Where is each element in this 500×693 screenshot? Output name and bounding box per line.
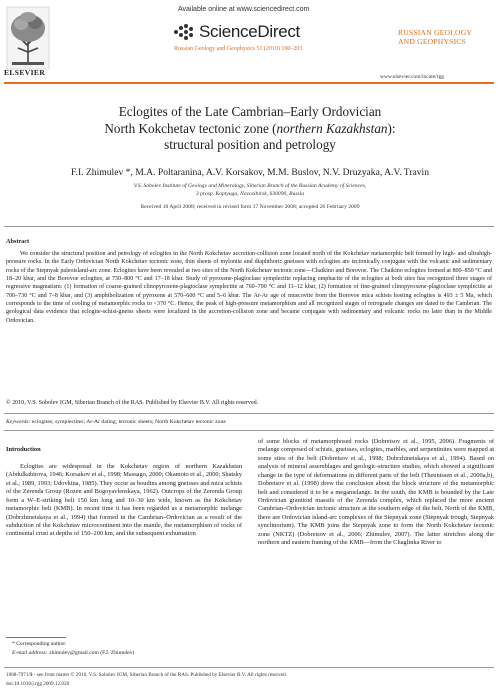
footer-rule (4, 667, 494, 668)
keywords (6, 419, 226, 425)
abstract-heading: Abstract (6, 238, 30, 245)
sciencedirect-logo[interactable] (174, 22, 300, 42)
title-line1: Eclogites of the Late Cambrian–Early Ordovician (118, 104, 382, 119)
footnote-rule (6, 637, 66, 638)
body-column-right: of some blocks of metamorphosed rocks (Dobretsov et al., 1995, 2006). Fragments of melange composed of schists, gneisses, eclogites, marbles, and serpentinites were mapped at some sites of the belt (Dobretsov et al., 1998; Dobrzhinetskaya et al., 1994). Based on analysis of mineral assemblages and geologic-structure studies, which showed a significant change in the type of deformations in different parts of the belt (Theunissen et al., 2000a,b), Dobretsov et al. (1998) drew the conclusion about the block structure of the metamorphic belt and considered it to be a megamelange. In the south, the KMB is bounded by the Late Ordovician granitoid massifs of the Zerenda complex, which replaced the more ancient Cambrian–Ordovician tectonic structure at the southern edge of the belt. North of the KMB, there are Ordovician island-arc complexes of the Stepnyak zone (Stepnyak trough, Stepnyak synclinorium). The KMB joins the Stepnyak zone to form the North Kokchetav tectonic zone (NKTZ) (Dobretsov et al., 2006; Zhimulev, 2007). The latter stretches along the northern and eastern framing of the KMB—from the Chaglinka River to (258, 438, 494, 547)
abstract-top-rule (4, 226, 494, 227)
journal-title-line2: AND GEOPHYSICS (398, 37, 466, 46)
sciencedirect-dots-icon (174, 24, 196, 40)
received-dates: Received 10 April 2008; received in revised form 17 November 2008; accepted 26 February 2009 (140, 204, 360, 210)
article-title (60, 104, 440, 154)
email-value[interactable]: zhimulev@gmail.com (F.I. Zhimulev) (47, 650, 135, 656)
journal-title (398, 28, 490, 46)
doi-link[interactable]: doi:10.1016/j.rgg.2009.12.020 (6, 681, 70, 687)
header-divider (4, 82, 494, 84)
title-line2 (60, 121, 440, 138)
journal-url-link[interactable]: www.elsevier.com/locate/rgg (380, 74, 444, 80)
affiliation-line2: 3 prosp. Koptyuga, Novosibirsk, 630090, Russia (195, 191, 305, 197)
journal-title-line1: RUSSIAN GEOLOGY (398, 28, 473, 37)
journal-citation: Russian Geology and Geophysics 51 (2010) 190–203 (174, 46, 303, 52)
body-column-left: Eclogites are widespread in the Kokchetav region of northern Kazakhstan (Abdulkabirova, 1946; Korsakov et al., 1998; Massago, 2000; Okamoto et al., 2000; Shatsky et al., 1989, 1993; Udovkina, 1985). They occur as boudins among gneisses and mica schists of the Zerenda Group (Rozen and Bogoyavlenskaya, 1962). Outcrops of the Zerenda Group form a W–E-striking belt 150 km long and 10–30 km wide, known as the Kokchetav metamorphic belt (KMB). In recent time it has been regarded as a metamorphic melange (Dobrzhinetskaya et al., 1994) that formed in the Cambrian–Ordovician as a result of the subduction of the Kokchetav microcontinent into the mantle, the metamorphism of rocks of continental crust at depths of 150–200 km, and the subsequent exhumation (6, 463, 242, 538)
title-line2-b: ): (387, 120, 396, 136)
keywords-top-rule (4, 413, 494, 414)
available-online-text: Available online at www.sciencedirect.com (178, 6, 310, 13)
email-label: E-mail address: (12, 650, 48, 656)
abstract-text: We consider the structural position and petrology of eclogites in the North Kokchetav accretion-collision zone located north of the Kokchetav metamorphic belt formed by high- and ultrahigh-pressure rocks. In the Early Ordovician North Kokchetav tectonic zone, thin sheets of mylonite and diaphthoric gneisses with eclogites are tectonically conjugate with the volcanic and sedimentary rocks of the Stepnyak paleoisland-arc zone. Eclogites have been revealed at two sites of the North Kokchetav tectonic zone—Chaikino and Borovoe. The Chaikino eclogites formed at 800–850 °C and 18–20 kbar, and the Borovoe eclogites, at 750–800 °C and 17–18 kbar. Study of pyroxene-plagioclase symplectite replacing omphacite of the eclogites at both sites has recognized three stages of regressive magmatism: (1) formation of coarse-grained clinopyroxene-plagioclase symplectite at 760–790 °C and 11–12 kbar, (2) formation of fine-grained clinopyroxene-plagioclase symplectite at 700–730 °C and 7–8 kbar, and (3) amphibolization of pyroxene at 570–600 °C and 5–6 kbar. The Ar-Ar age of muscovite from the Borovoe mica schists hosting eclogites is 493 ± 5 Ma, which corresponds to the time of cooling of metamorphic rocks to <370 °C. Hence, the peak of high-pressure metamorphism and all recognized stages of retrograde changes are dated to the Cambrian. The geological data evidence that eclogite-schist-gneiss sheets were localized in the accretion-collision zone and became conjugate with sedimentary and volcanic rocks no later than in the Middle Ordovician. (6, 251, 492, 324)
title-line2-italic: northern Kazakhstan (276, 120, 388, 136)
abstract-copyright: © 2010, V.S. Sobolev IGM, Siberian Branch of the RAS. Published by Elsevier B.V. All rights reserved. (6, 400, 259, 406)
affiliation-line1: V.S. Sobolev Institute of Geology and Mineralogy, Siberian Branch of the Russian Academy of Sciences, (133, 183, 367, 189)
author-list: F.I. Zhimulev *, M.A. Poltaranina, A.V. Korsakov, M.M. Buslov, N.V. Druzyaka, A.V. Travin (70, 167, 430, 178)
issn-line: 1068-7971/$ - see front matter © 2010, V.S. Sobolev IGM, Siberian Branch of the RAS. Published by Elsevier B.V. All rights reserved. (6, 672, 288, 678)
title-line2-a: North Kokchetav tectonic zone ( (104, 120, 277, 136)
keywords-text: eclogites; symplectites; Ar-Ar dating; tectonic sheets; North Kokchetav tectonic zone (30, 419, 226, 425)
footnote-email (12, 650, 134, 656)
keywords-label: Keywords: (6, 419, 31, 425)
elsevier-wordmark: ELSEVIER (4, 68, 46, 77)
title-line3: structural position and petrology (164, 137, 336, 152)
elsevier-tree-logo (6, 6, 50, 70)
sciencedirect-wordmark: ScienceDirect (199, 22, 300, 41)
affiliation (50, 182, 450, 198)
section-heading-introduction: Introduction (6, 446, 41, 453)
keywords-bottom-rule (4, 430, 494, 431)
footnote-corresponding: * Corresponding author. (12, 641, 67, 647)
